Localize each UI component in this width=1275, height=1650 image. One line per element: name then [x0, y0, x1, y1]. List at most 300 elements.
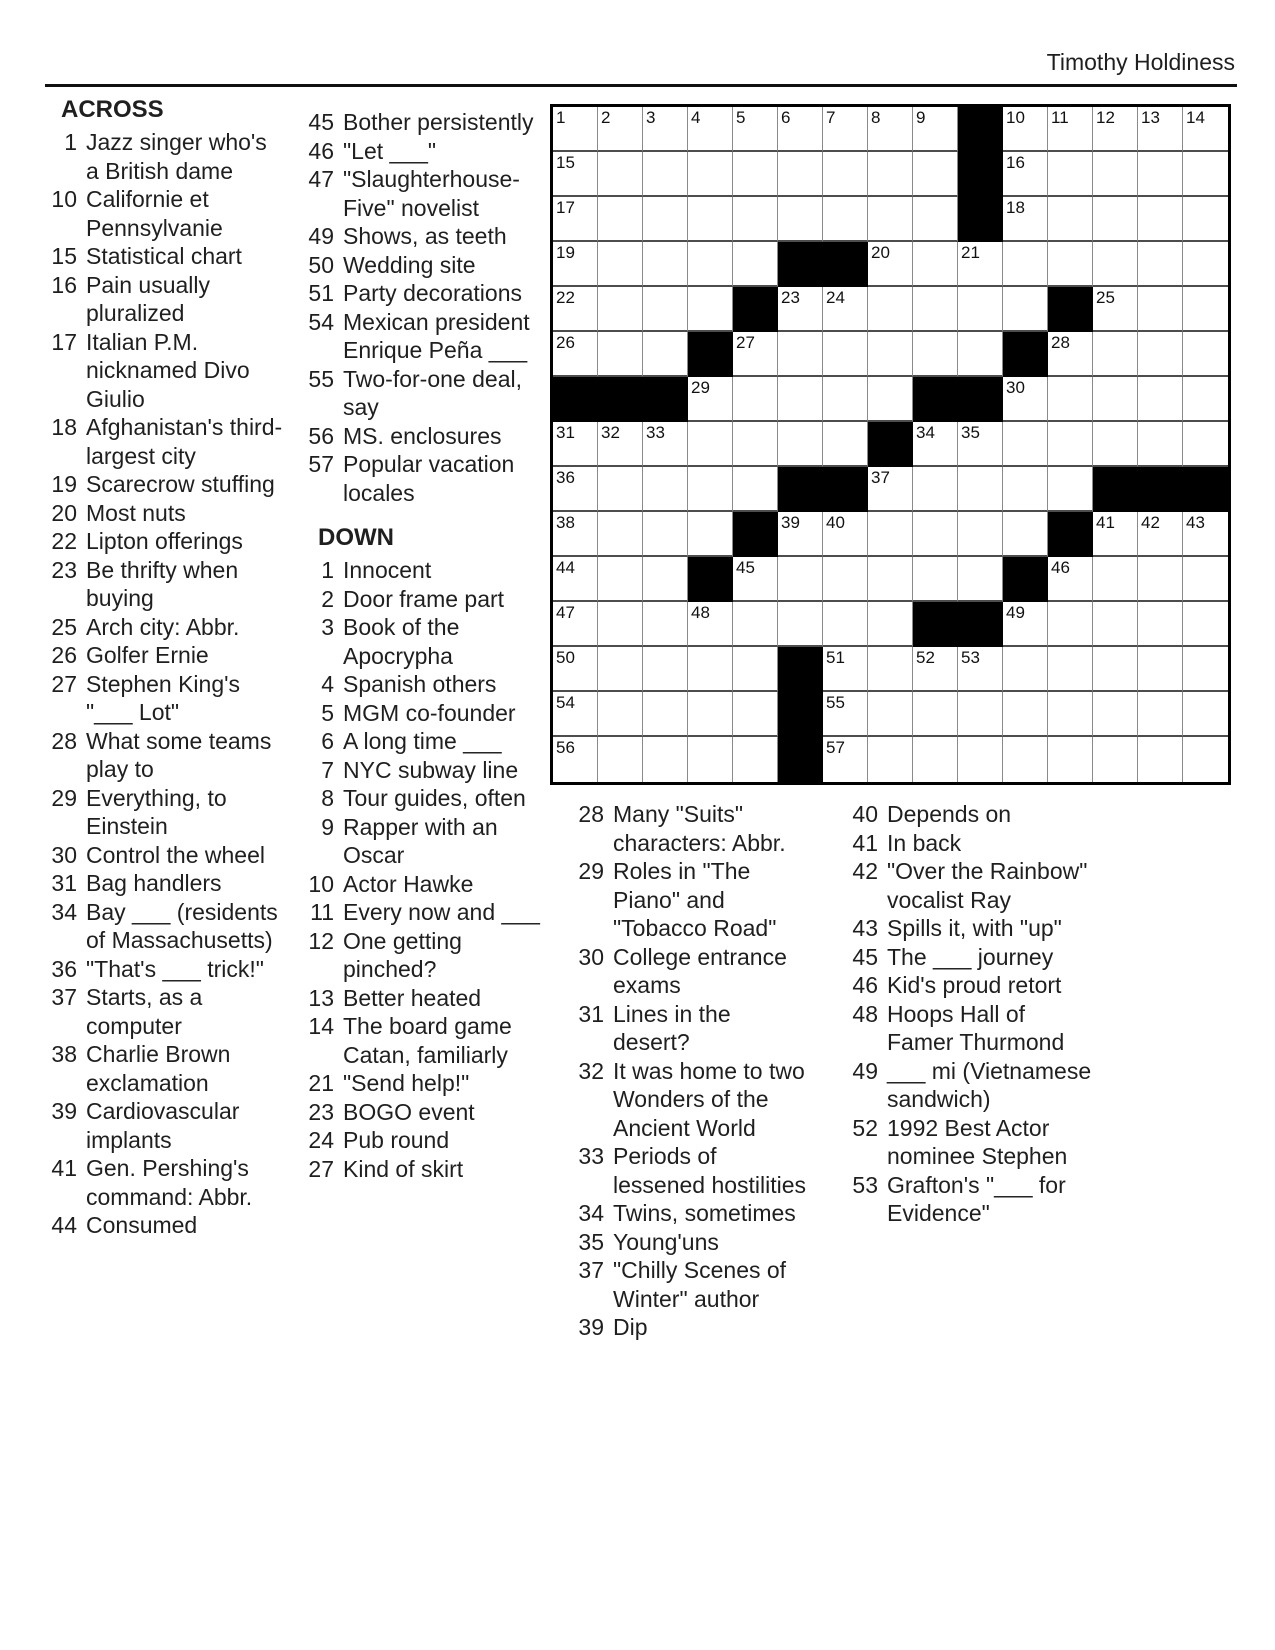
grid-cell[interactable] — [1048, 197, 1093, 242]
grid-cell[interactable] — [868, 197, 913, 242]
grid-cell[interactable] — [868, 512, 913, 557]
grid-cell[interactable] — [598, 107, 643, 152]
clue-text: Every now and ___ — [343, 899, 540, 925]
grid-cell[interactable] — [643, 557, 688, 602]
clue-text: Kind of skirt — [343, 1155, 464, 1182]
grid-black-cell — [778, 647, 823, 692]
grid-cell[interactable] — [598, 422, 643, 467]
cell-number: 4 — [691, 108, 701, 127]
clue-text: Lines in the desert? — [613, 1000, 731, 1055]
cell-number: 54 — [556, 693, 575, 712]
grid-cell[interactable] — [1048, 737, 1093, 782]
grid-cell[interactable] — [688, 692, 733, 737]
grid-cell[interactable] — [958, 512, 1003, 557]
grid-cell[interactable] — [1003, 107, 1048, 152]
grid-cell[interactable] — [1048, 692, 1093, 737]
clue-text: In back — [887, 829, 962, 856]
grid-cell[interactable] — [823, 332, 868, 377]
grid-cell[interactable] — [1093, 242, 1138, 287]
grid-cell[interactable] — [1048, 107, 1093, 152]
grid-cell[interactable] — [868, 467, 913, 512]
grid-cell[interactable] — [1138, 377, 1183, 422]
grid-black-cell — [868, 422, 913, 467]
clue-text: Hoops Hall of Famer Thurmond — [887, 1000, 1065, 1055]
grid-cell[interactable] — [1093, 557, 1138, 602]
grid-cell[interactable] — [553, 422, 598, 467]
grid-cell[interactable] — [643, 512, 688, 557]
grid-cell[interactable] — [1003, 287, 1048, 332]
clue-across-55 — [308, 365, 540, 422]
clue-text: Bay ___ (residents of Massachusetts) — [86, 898, 278, 953]
grid-cell[interactable] — [778, 422, 823, 467]
grid-cell[interactable] — [688, 107, 733, 152]
grid-cell[interactable] — [823, 692, 868, 737]
grid-cell[interactable] — [553, 467, 598, 512]
grid-cell[interactable] — [688, 152, 733, 197]
cell-number: 2 — [601, 108, 611, 127]
grid-cell[interactable] — [553, 287, 598, 332]
grid-cell[interactable] — [1093, 152, 1138, 197]
grid-cell[interactable] — [598, 647, 643, 692]
clue-text: "Over the Rainbow" vocalist Ray — [887, 858, 1088, 913]
grid-cell[interactable] — [1138, 422, 1183, 467]
grid-cell[interactable] — [913, 692, 958, 737]
grid-cell[interactable] — [643, 647, 688, 692]
clue-number: 15 — [51, 243, 77, 269]
grid-cell[interactable] — [1003, 692, 1048, 737]
grid-cell[interactable] — [1093, 287, 1138, 332]
grid-cell[interactable] — [553, 692, 598, 737]
clue-number: 44 — [51, 1212, 77, 1238]
clue-text: Young'uns — [613, 1228, 719, 1255]
grid-cell[interactable] — [688, 422, 733, 467]
clue-number: 54 — [308, 308, 334, 335]
grid-cell[interactable] — [1093, 422, 1138, 467]
clue-number: 43 — [852, 915, 878, 941]
grid-cell[interactable] — [823, 377, 868, 422]
grid-cell[interactable] — [553, 332, 598, 377]
grid-cell[interactable] — [823, 107, 868, 152]
grid-cell[interactable] — [643, 287, 688, 332]
clue-text: Stephen King's "___ Lot" — [86, 670, 241, 725]
grid-cell[interactable] — [1048, 242, 1093, 287]
grid-cell[interactable] — [778, 197, 823, 242]
grid-cell[interactable] — [598, 242, 643, 287]
grid-cell[interactable] — [913, 287, 958, 332]
grid-cell[interactable] — [1093, 197, 1138, 242]
grid-cell[interactable] — [823, 422, 868, 467]
clue-down-49 — [852, 1057, 1092, 1114]
grid-cell[interactable] — [1183, 152, 1228, 197]
grid-cell[interactable] — [868, 107, 913, 152]
grid-cell[interactable] — [868, 692, 913, 737]
clue-down-30 — [578, 943, 813, 1000]
grid-black-cell — [913, 602, 958, 647]
clue-text: Twins, sometimes — [613, 1200, 796, 1226]
clue-number: 16 — [51, 271, 77, 298]
grid-cell[interactable] — [598, 287, 643, 332]
grid-cell[interactable] — [913, 242, 958, 287]
grid-cell[interactable] — [823, 152, 868, 197]
clue-text: Dip — [613, 1314, 648, 1340]
grid-cell[interactable] — [1183, 647, 1228, 692]
clue-across-51 — [308, 279, 540, 308]
clue-text: A long time ___ — [343, 728, 502, 754]
grid-cell[interactable] — [1138, 692, 1183, 737]
grid-cell[interactable] — [553, 647, 598, 692]
grid-cell[interactable] — [688, 467, 733, 512]
grid-cell[interactable] — [643, 152, 688, 197]
grid-cell[interactable] — [1048, 557, 1093, 602]
grid-cell[interactable] — [778, 602, 823, 647]
grid-cell[interactable] — [1138, 602, 1183, 647]
grid-cell[interactable] — [1183, 242, 1228, 287]
grid-cell[interactable] — [1048, 467, 1093, 512]
cell-number: 50 — [556, 648, 575, 667]
clue-down-29 — [578, 857, 813, 943]
grid-cell[interactable] — [733, 332, 778, 377]
grid-cell[interactable] — [733, 197, 778, 242]
clue-text: Most nuts — [86, 499, 186, 526]
grid-cell[interactable] — [823, 557, 868, 602]
cell-number: 46 — [1051, 558, 1070, 577]
clue-across-25 — [51, 613, 283, 642]
grid-cell[interactable] — [1093, 692, 1138, 737]
grid-black-cell — [958, 602, 1003, 647]
grid-cell[interactable] — [868, 557, 913, 602]
grid-black-cell — [733, 287, 778, 332]
clue-number: 27 — [308, 1155, 334, 1182]
clue-down-8 — [308, 784, 540, 813]
grid-cell[interactable] — [868, 737, 913, 782]
grid-cell[interactable] — [1003, 647, 1048, 692]
grid-black-cell — [958, 377, 1003, 422]
grid-cell[interactable] — [1003, 197, 1048, 242]
grid-cell[interactable] — [778, 377, 823, 422]
grid-cell[interactable] — [688, 197, 733, 242]
clue-number: 41 — [852, 829, 878, 856]
grid-cell[interactable] — [1183, 332, 1228, 377]
grid-cell[interactable] — [1183, 377, 1228, 422]
clue-across-36 — [51, 955, 283, 984]
clue-number: 25 — [51, 613, 77, 640]
across-clue-list-2 — [308, 108, 540, 507]
clue-text: BOGO event — [343, 1098, 475, 1125]
grid-cell[interactable] — [598, 152, 643, 197]
grid-cell[interactable] — [553, 152, 598, 197]
clue-down-13 — [308, 984, 540, 1013]
cell-number: 47 — [556, 603, 575, 622]
cell-number: 26 — [556, 333, 575, 352]
grid-black-cell — [823, 467, 868, 512]
cell-number: 21 — [961, 243, 980, 262]
grid-cell[interactable] — [553, 242, 598, 287]
clue-across-20 — [51, 499, 283, 528]
grid-cell[interactable] — [958, 557, 1003, 602]
grid-cell[interactable] — [643, 692, 688, 737]
grid-cell[interactable] — [643, 332, 688, 377]
grid-cell[interactable] — [913, 557, 958, 602]
clue-text: Jazz singer who's a British dame — [86, 129, 267, 184]
grid-cell[interactable] — [1003, 602, 1048, 647]
grid-cell[interactable] — [553, 557, 598, 602]
grid-cell[interactable] — [823, 197, 868, 242]
cell-number: 41 — [1096, 513, 1115, 532]
grid-cell[interactable] — [598, 602, 643, 647]
grid-cell[interactable] — [1093, 377, 1138, 422]
grid-cell[interactable] — [733, 737, 778, 782]
clue-number: 48 — [852, 1000, 878, 1027]
grid-cell[interactable] — [643, 602, 688, 647]
grid-cell[interactable] — [868, 242, 913, 287]
grid-cell[interactable] — [688, 737, 733, 782]
grid-cell[interactable] — [1003, 152, 1048, 197]
grid-cell[interactable] — [778, 557, 823, 602]
grid-cell[interactable] — [778, 107, 823, 152]
grid-cell[interactable] — [1003, 242, 1048, 287]
grid-cell[interactable] — [823, 647, 868, 692]
clue-text: Grafton's "___ for Evidence" — [887, 1171, 1066, 1226]
grid-cell[interactable] — [643, 242, 688, 287]
grid-cell[interactable] — [1138, 332, 1183, 377]
grid-cell[interactable] — [643, 737, 688, 782]
grid-cell[interactable] — [643, 197, 688, 242]
clue-down-7 — [308, 756, 540, 785]
grid-cell[interactable] — [1003, 737, 1048, 782]
byline: Timothy Holdiness — [1046, 49, 1235, 75]
clue-number: 45 — [308, 109, 334, 135]
grid-cell[interactable] — [1093, 737, 1138, 782]
grid-cell[interactable] — [913, 197, 958, 242]
grid-cell[interactable] — [868, 332, 913, 377]
grid-cell[interactable] — [823, 602, 868, 647]
grid-cell[interactable] — [733, 422, 778, 467]
clue-number: 13 — [308, 984, 334, 1011]
cell-number: 39 — [781, 513, 800, 532]
clue-down-43 — [852, 914, 1092, 943]
clue-number: 19 — [51, 471, 77, 497]
cell-number: 3 — [646, 108, 656, 127]
grid-cell[interactable] — [958, 422, 1003, 467]
grid-cell[interactable] — [868, 602, 913, 647]
grid-cell[interactable] — [1093, 602, 1138, 647]
clue-down-33 — [578, 1142, 813, 1199]
cell-number: 18 — [1006, 198, 1025, 217]
grid-cell[interactable] — [778, 287, 823, 332]
cell-number: 52 — [916, 648, 935, 667]
grid-cell[interactable] — [598, 197, 643, 242]
grid-cell[interactable] — [913, 422, 958, 467]
grid-cell[interactable] — [1138, 647, 1183, 692]
clue-text: It was home to two Wonders of the Ancient World — [613, 1057, 805, 1141]
grid-cell[interactable] — [1183, 287, 1228, 332]
grid-cell[interactable] — [733, 557, 778, 602]
grid-cell[interactable] — [1183, 107, 1228, 152]
grid-cell[interactable] — [1138, 242, 1183, 287]
clue-across-18 — [51, 413, 283, 470]
clue-text: NYC subway line — [343, 756, 519, 783]
grid-cell[interactable] — [1183, 422, 1228, 467]
grid-cell[interactable] — [1183, 197, 1228, 242]
cell-number: 14 — [1186, 108, 1205, 127]
grid-cell[interactable] — [643, 467, 688, 512]
grid-cell[interactable] — [1003, 467, 1048, 512]
grid-cell[interactable] — [688, 242, 733, 287]
grid-cell[interactable] — [733, 647, 778, 692]
grid-cell[interactable] — [958, 242, 1003, 287]
grid-cell[interactable] — [913, 737, 958, 782]
grid-cell[interactable] — [1138, 287, 1183, 332]
grid-cell[interactable] — [553, 512, 598, 557]
clue-across-41 — [51, 1154, 283, 1211]
grid-cell[interactable] — [733, 602, 778, 647]
grid-cell[interactable] — [1183, 602, 1228, 647]
down-clue-list-1 — [308, 556, 540, 1183]
clue-number: 46 — [308, 137, 334, 164]
grid-cell[interactable] — [1138, 512, 1183, 557]
clue-text: Two-for-one deal, say — [343, 365, 522, 420]
grid-cell[interactable] — [913, 647, 958, 692]
cell-number: 25 — [1096, 288, 1115, 307]
clue-text: Spanish others — [343, 671, 497, 697]
grid-cell[interactable] — [958, 287, 1003, 332]
grid-cell[interactable] — [733, 467, 778, 512]
grid-black-cell — [823, 242, 868, 287]
grid-cell[interactable] — [1048, 647, 1093, 692]
clue-text: ___ mi (Vietnamese sandwich) — [887, 1057, 1092, 1112]
clue-number: 12 — [308, 927, 334, 954]
clue-number: 30 — [51, 841, 77, 868]
grid-cell[interactable] — [958, 692, 1003, 737]
down-clue-list-2 — [578, 800, 813, 1342]
grid-cell[interactable] — [553, 197, 598, 242]
grid-cell[interactable] — [1093, 512, 1138, 557]
grid-cell[interactable] — [733, 107, 778, 152]
clue-number: 2 — [321, 585, 334, 612]
clue-number: 8 — [321, 785, 334, 811]
grid-cell[interactable] — [688, 377, 733, 422]
grid-cell[interactable] — [643, 422, 688, 467]
grid-cell[interactable] — [913, 467, 958, 512]
grid-cell[interactable] — [823, 512, 868, 557]
grid-cell[interactable] — [1138, 152, 1183, 197]
grid-cell[interactable] — [778, 152, 823, 197]
clue-across-47 — [308, 165, 540, 222]
grid-cell[interactable] — [868, 152, 913, 197]
grid-cell[interactable] — [1048, 152, 1093, 197]
cell-number: 28 — [1051, 333, 1070, 352]
grid-cell[interactable] — [868, 287, 913, 332]
clue-text: Everything, to Einstein — [86, 784, 227, 839]
grid-cell[interactable] — [688, 287, 733, 332]
grid-black-cell — [1048, 512, 1093, 557]
grid-cell[interactable] — [1183, 692, 1228, 737]
clue-number: 26 — [51, 642, 77, 668]
clue-number: 34 — [51, 898, 77, 925]
grid-cell[interactable] — [1003, 512, 1048, 557]
grid-cell[interactable] — [1003, 422, 1048, 467]
grid-cell[interactable] — [553, 602, 598, 647]
grid-cell[interactable] — [688, 512, 733, 557]
grid-cell[interactable] — [868, 377, 913, 422]
grid-cell[interactable] — [823, 737, 868, 782]
clue-down-3 — [308, 613, 540, 670]
grid-cell[interactable] — [1093, 107, 1138, 152]
grid-cell[interactable] — [598, 692, 643, 737]
grid-cell[interactable] — [1138, 557, 1183, 602]
grid-cell[interactable] — [598, 557, 643, 602]
grid-cell[interactable] — [1138, 107, 1183, 152]
grid-cell[interactable] — [1138, 197, 1183, 242]
grid-cell[interactable] — [1138, 737, 1183, 782]
grid-black-cell — [958, 197, 1003, 242]
grid-cell[interactable] — [1048, 377, 1093, 422]
clue-text: Arch city: Abbr. — [86, 613, 240, 640]
grid-cell[interactable] — [688, 647, 733, 692]
cell-number: 42 — [1141, 513, 1160, 532]
grid-cell[interactable] — [733, 152, 778, 197]
grid-cell[interactable] — [958, 332, 1003, 377]
clue-number: 52 — [852, 1114, 878, 1141]
grid-cell[interactable] — [1048, 422, 1093, 467]
grid-cell[interactable] — [643, 107, 688, 152]
grid-cell[interactable] — [1183, 737, 1228, 782]
grid-cell[interactable] — [1183, 557, 1228, 602]
grid-cell[interactable] — [913, 107, 958, 152]
grid-cell[interactable] — [958, 737, 1003, 782]
grid-cell[interactable] — [778, 512, 823, 557]
grid-cell[interactable] — [823, 287, 868, 332]
grid-cell[interactable] — [598, 467, 643, 512]
clue-number: 50 — [308, 251, 334, 278]
clue-column-1 — [51, 95, 283, 1240]
clue-across-17 — [51, 328, 283, 414]
grid-cell[interactable] — [553, 737, 598, 782]
grid-cell[interactable] — [1183, 512, 1228, 557]
grid-cell[interactable] — [1048, 332, 1093, 377]
grid-cell[interactable] — [1048, 602, 1093, 647]
grid-cell[interactable] — [1093, 332, 1138, 377]
grid-cell[interactable] — [778, 332, 823, 377]
grid-cell[interactable] — [958, 647, 1003, 692]
clue-across-30 — [51, 841, 283, 870]
clue-across-45 — [308, 108, 540, 137]
grid-cell[interactable] — [733, 377, 778, 422]
clue-text: Lipton offerings — [86, 528, 243, 554]
grid-cell[interactable] — [598, 737, 643, 782]
grid-cell[interactable] — [598, 512, 643, 557]
clue-number: 23 — [51, 556, 77, 583]
grid-cell[interactable] — [733, 242, 778, 287]
grid-cell[interactable] — [868, 647, 913, 692]
grid-cell[interactable] — [958, 467, 1003, 512]
grid-cell[interactable] — [1093, 647, 1138, 692]
clue-across-39 — [51, 1097, 283, 1154]
clue-number: 5 — [321, 699, 334, 726]
grid-cell[interactable] — [688, 602, 733, 647]
grid-cell[interactable] — [913, 152, 958, 197]
grid-cell[interactable] — [913, 332, 958, 377]
clue-number: 49 — [852, 1057, 878, 1084]
cell-number: 36 — [556, 468, 575, 487]
clue-text: Statistical chart — [86, 243, 242, 269]
grid-cell[interactable] — [733, 692, 778, 737]
grid-cell[interactable] — [553, 107, 598, 152]
grid-cell[interactable] — [1003, 377, 1048, 422]
grid-cell[interactable] — [913, 512, 958, 557]
cell-number: 35 — [961, 423, 980, 442]
grid-cell[interactable] — [598, 332, 643, 377]
